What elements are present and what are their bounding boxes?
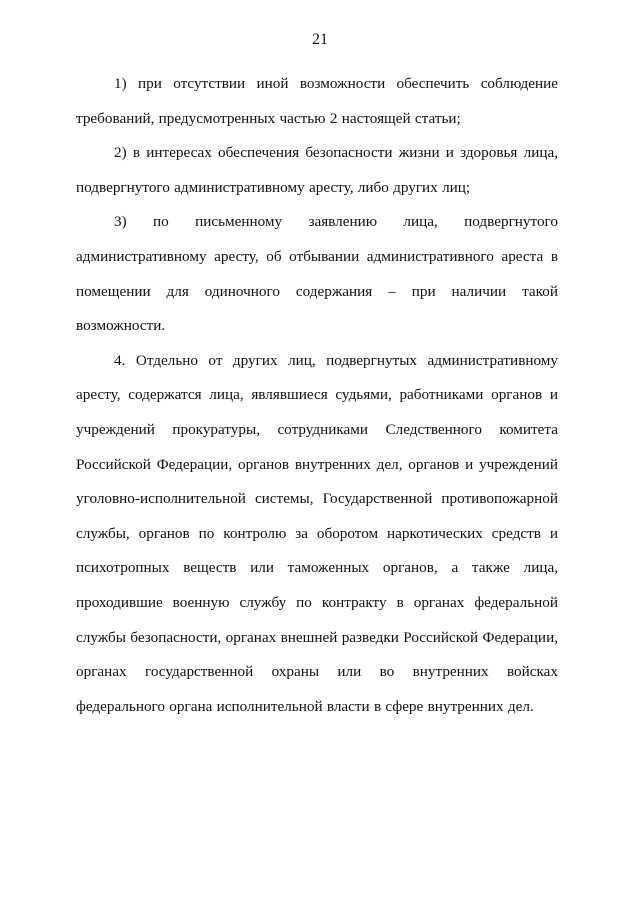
- paragraph-item-3: 3) по письменному заявлению лица, подвергнутого административному аресту, об отбывании административного ареста в помещении для одиночного содержания – при наличии такой возможности.: [76, 213, 558, 335]
- paragraph-section-4: 4. Отдельно от других лиц, подвергнутых административному аресту, содержатся лица, являвшиеся судьями, работниками органов и учреждений прокуратуры, сотрудниками Следственного комитета Российской Федерации, органов внутренних дел, органов и учреждений уголовно-исполнительной системы, Государственной противопожарной службы, органов по контролю за оборотом наркотических средств и психотропных веществ или таможенных органов, а также лица, проходившие военную службу по контракту в органах федеральной службы безопасности, органах внешней разведки Российской Федерации, органах государственной охраны или во внутренних войсках федерального органа исполнительной власти в сфере внутренних дел.: [76, 351, 558, 715]
- page-number: 21: [312, 31, 328, 48]
- paragraph-item-1: 1) при отсутствии иной возможности обеспечить соблюдение требований, предусмотренных частью 2 настоящей статьи;: [76, 75, 558, 127]
- document-body: [76, 67, 558, 724]
- paragraph-item-2: 2) в интересах обеспечения безопасности жизни и здоровья лица, подвергнутого административному аресту, либо других лиц;: [76, 144, 558, 196]
